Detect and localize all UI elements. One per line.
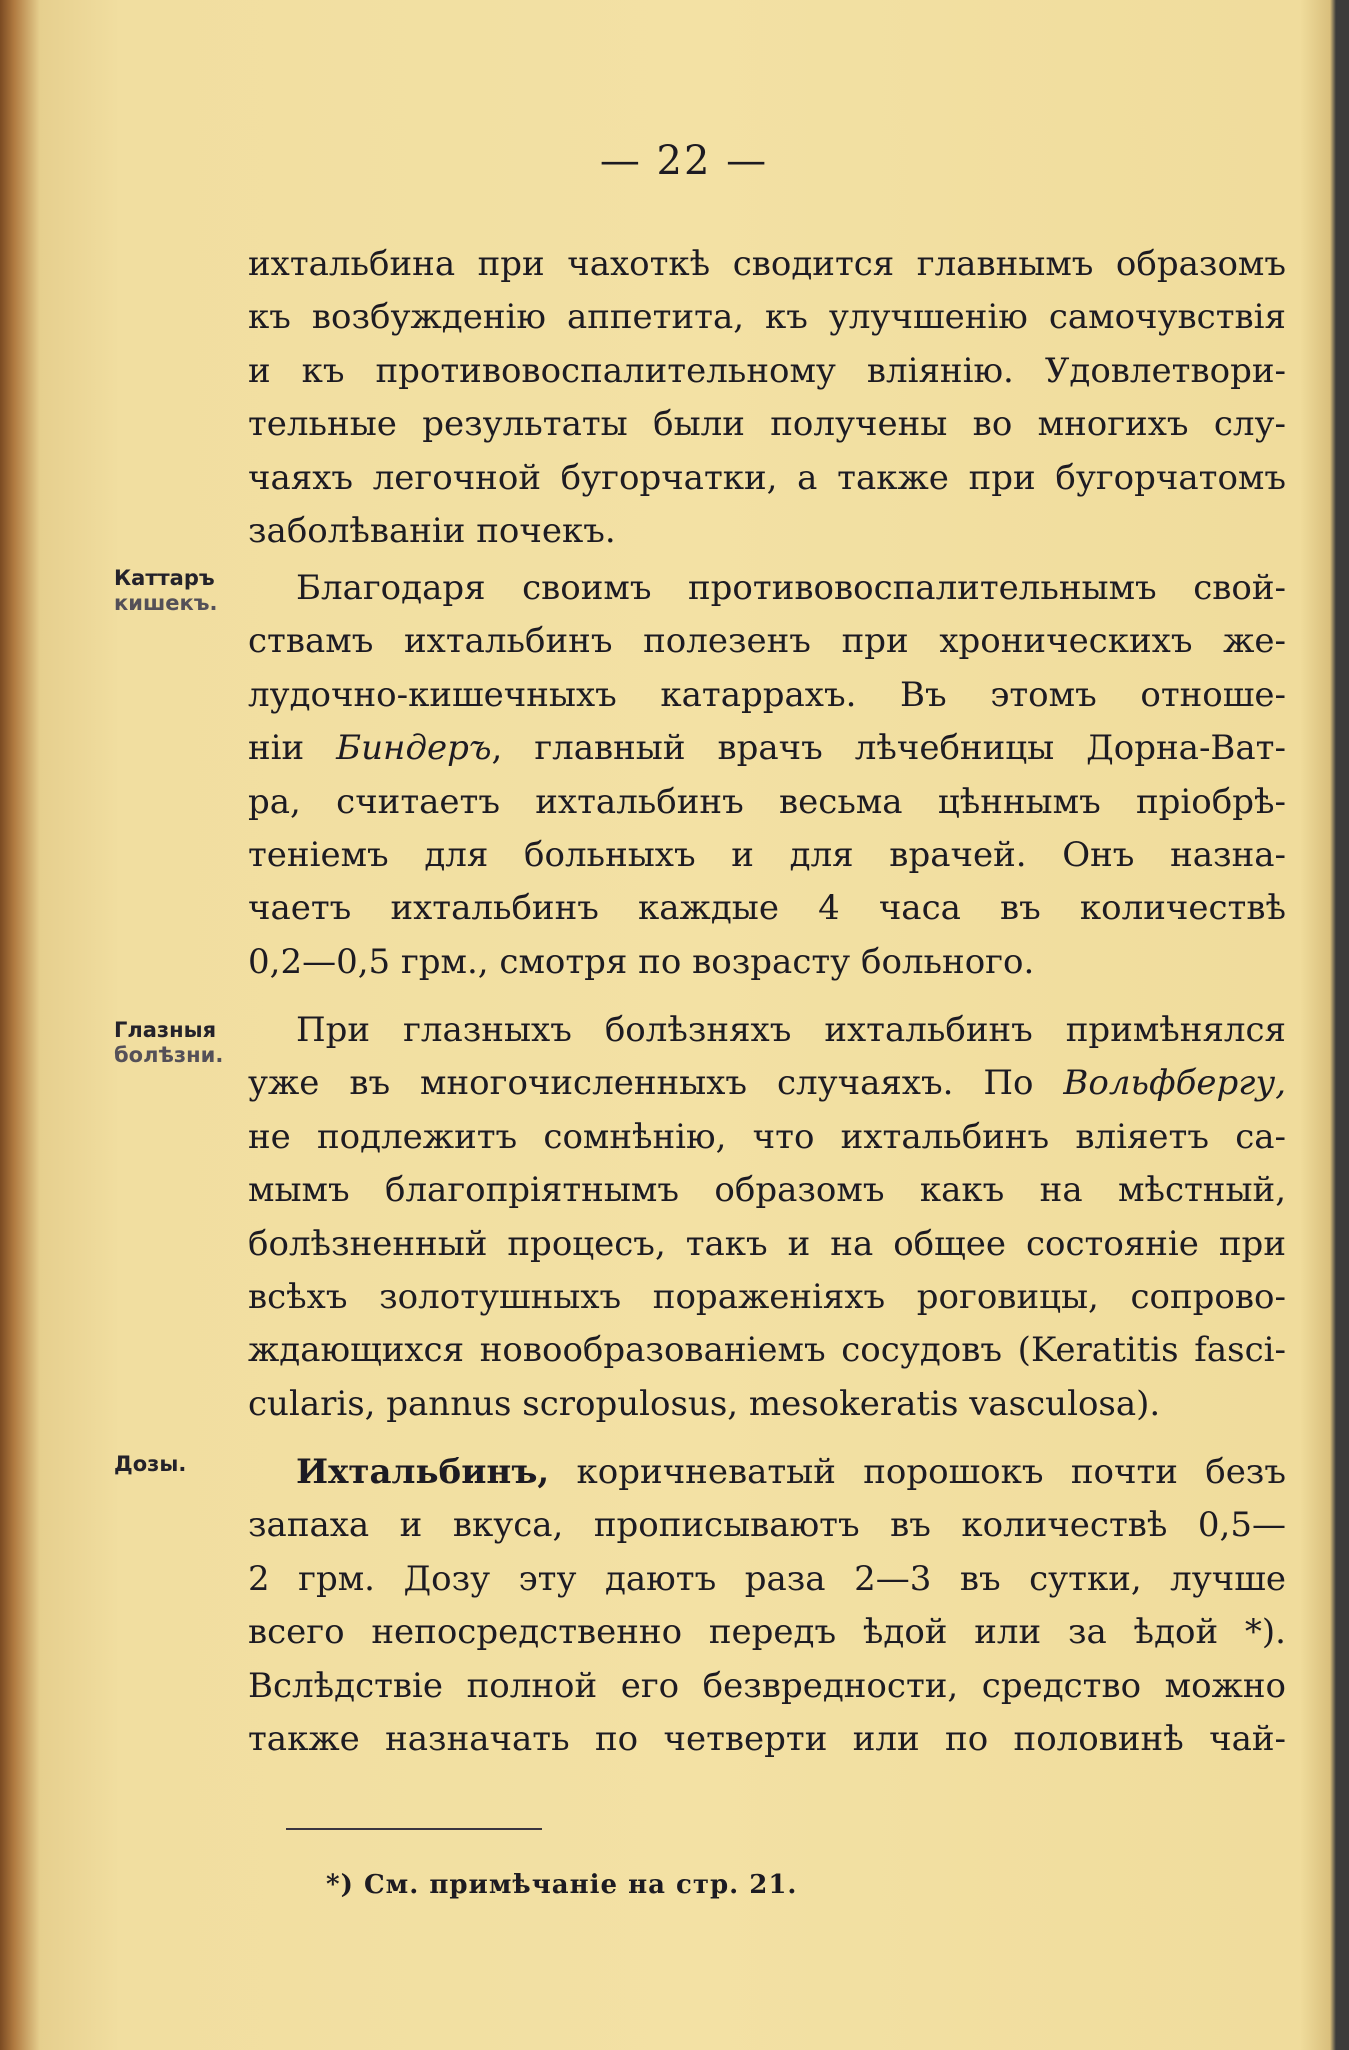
text-line: Вслѣдствіе полной его безвредности, средство можно [248, 1665, 1286, 1706]
author-name: Вольфбергу, [1063, 1063, 1286, 1104]
text-line: ствамъ ихтальбинъ полезенъ при хроническихъ же- [248, 621, 1286, 662]
paragraph-doses [248, 1446, 1286, 1766]
text-line: ихтальбина при чахоткѣ сводится главнымъ образомъ [248, 244, 1286, 284]
text-line: лудочно-кишечныхъ катаррахъ. Въ этомъ отноше- [248, 674, 1286, 715]
margin-note-doses: Дозы. [114, 1452, 187, 1476]
text-line: и къ противовоспалительному вліянію. Удовлетвори- [248, 350, 1286, 391]
page-number: — 22 — [599, 138, 769, 184]
text-line: мымъ благопріятнымъ образомъ какъ на мѣстный, [248, 1170, 1286, 1211]
text-line: Благодаря своимъ противовоспалительнымъ свой- [296, 568, 1286, 608]
footnote-divider [286, 1828, 542, 1830]
footnote: *) См. примѣчаніе на стр. 21. [326, 1870, 798, 1900]
text-line: ніи Биндеръ, главный врачъ лѣчебницы Дорна-Ват- [248, 728, 1286, 769]
author-name: Биндеръ [336, 728, 492, 769]
paragraph-chest [248, 238, 1286, 558]
text-line: чаяхъ легочной бугорчатки, а также при бугорчатомъ [248, 457, 1286, 498]
text-line: всѣхъ золотушныхъ пораженіяхъ роговицы, сопрово- [248, 1277, 1286, 1318]
margin-note-catarrh: Каттаръ кишекъ. [114, 566, 218, 615]
text-line: всего непосредственно передъ ѣдой или за ѣдой *). [248, 1612, 1286, 1653]
text-line: уже въ многочисленныхъ случаяхъ. По Вольфбергу, [248, 1063, 1286, 1104]
text-line: 2 грм. Дозу эту даютъ раза 2—3 въ сутки, лучше [248, 1558, 1286, 1599]
text-line: чаетъ ихтальбинъ каждые 4 часа въ количествѣ [248, 888, 1286, 929]
text-line: теніемъ для больныхъ и для врачей. Онъ назна- [248, 835, 1286, 876]
text-line: ждающихся новообразованіемъ сосудовъ (Keratitis fasci- [248, 1330, 1286, 1371]
text-line: также назначать по четверти или по половинѣ чай- [248, 1719, 1286, 1760]
paragraph-eye [248, 1004, 1286, 1431]
text-line: не подлежитъ сомнѣнію, что ихтальбинъ вліяетъ са- [248, 1116, 1286, 1157]
text-line: къ возбужденію аппетита, къ улучшенію самочувствія [248, 297, 1286, 338]
text-line: cularis, pannus scropulosus, mesokeratis vasculosa). [248, 1383, 1161, 1424]
text-line: тельные результаты были получены во многихъ слу- [248, 404, 1286, 445]
text-line: Ихтальбинъ, коричневатый порошокъ почти безъ [296, 1452, 1286, 1492]
text-line: болѣзненный процесъ, такъ и на общее состояніе при [248, 1223, 1286, 1264]
text-line: запаха и вкуса, прописываютъ въ количествѣ 0,5— [248, 1505, 1286, 1546]
text-line: заболѣваніи почекъ. [248, 511, 616, 552]
drug-name: Ихтальбинъ, [296, 1452, 550, 1492]
text-line: При глазныхъ болѣзняхъ ихтальбинъ примѣнялся [296, 1010, 1286, 1050]
text-line: ра, считаетъ ихтальбинъ весьма цѣннымъ пріобрѣ- [248, 781, 1286, 822]
paragraph-catarrh [248, 562, 1286, 989]
text-line: 0,2—0,5 грм., смотря по возрасту больного. [248, 941, 1035, 982]
book-page [36, 0, 1332, 2050]
margin-note-eye: Глазныя болѣзни. [114, 1018, 224, 1067]
